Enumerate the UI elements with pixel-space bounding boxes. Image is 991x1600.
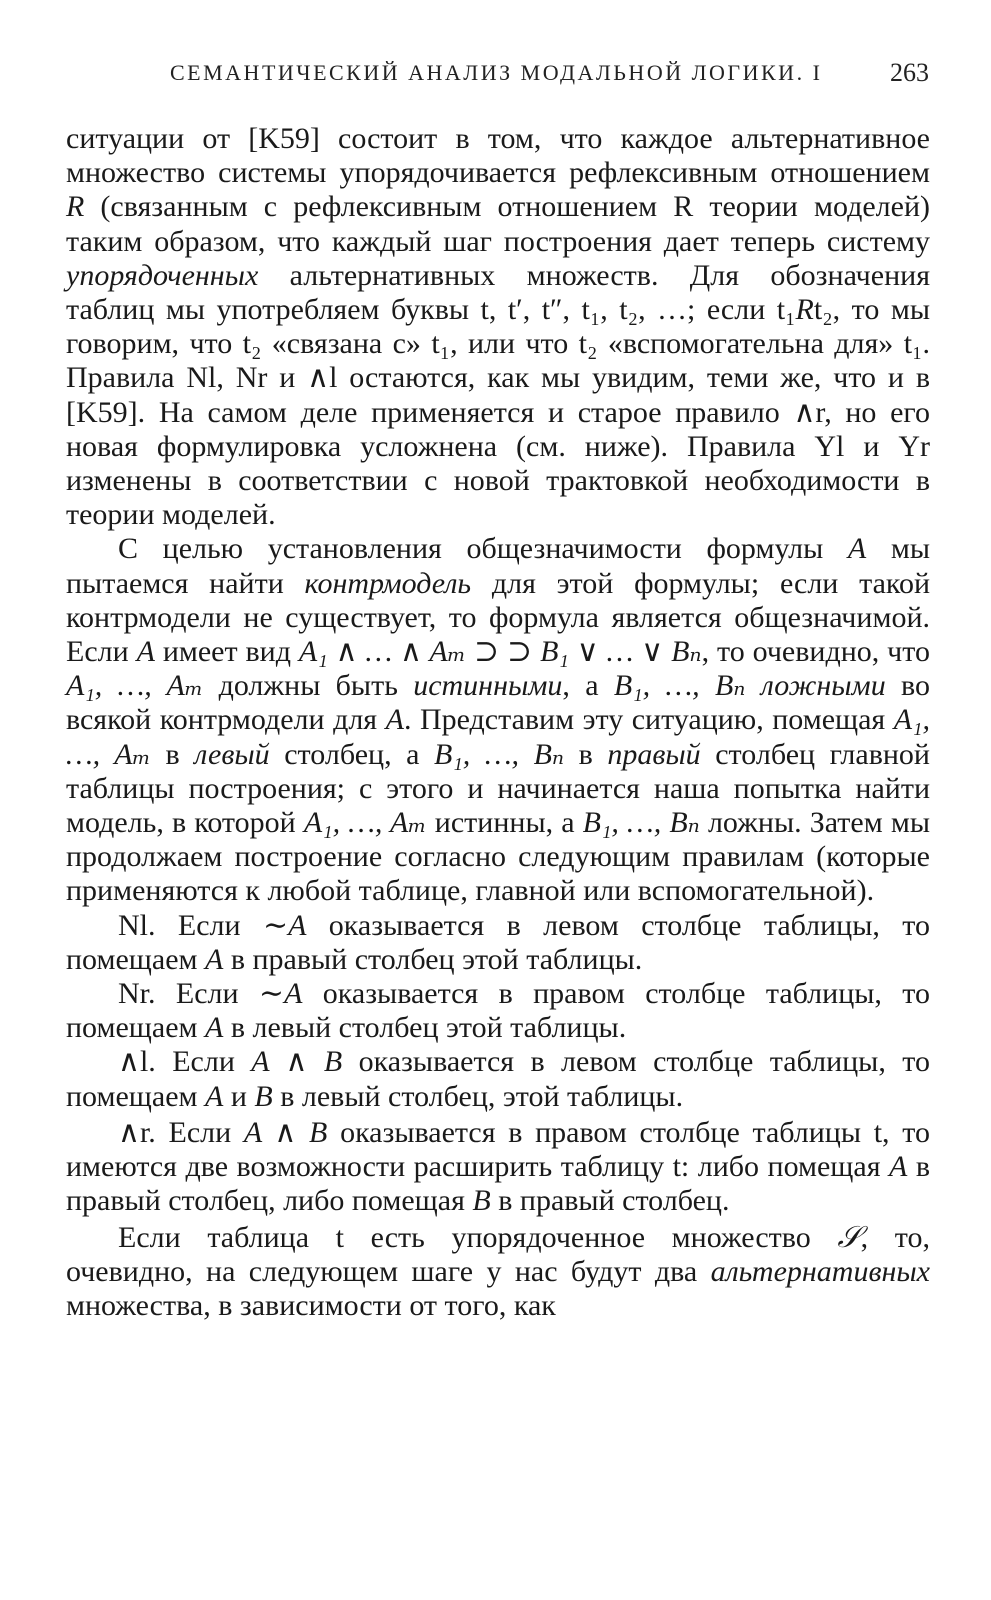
italic-text-run: R [795, 293, 814, 327]
italic-text-run: A [288, 908, 307, 942]
rule-and-r [66, 1116, 930, 1219]
text-run: в правый столбец, либо помещая [66, 1150, 930, 1218]
italic-text-run: левый [194, 737, 270, 771]
italic-text-run: A [205, 1079, 224, 1113]
text-run: имеет вид [154, 635, 299, 669]
text-run: , а [562, 669, 614, 703]
running-title: СЕМАНТИЧЕСКИЙ АНАЛИЗ МОДАЛЬНОЙ ЛОГИКИ. I [170, 60, 823, 85]
text-run: Если таблица t есть упорядоченное множество [118, 1220, 838, 1254]
italic-text-run: A [136, 635, 155, 669]
text-run: , то, очевидно, на следующем шаге у нас будут два [66, 1220, 931, 1288]
running-header [0, 56, 991, 96]
text-run: Nr. Если ∼ [118, 977, 285, 1011]
italic-text-run: упорядоченных [66, 258, 259, 292]
text-run: ∧l. Если [118, 1045, 252, 1079]
italic-text-run: A₁, …, Aₘ [66, 703, 930, 771]
body-text [66, 122, 930, 1323]
italic-text-run: 𝒮 [837, 1220, 861, 1254]
text-run: t₂, то мы говорим, что t₂ «связана с» t₁, или что t₂ «вспомогательна для» t₁. Правила Nl, Nr и ∧l остаются, как мы увидим, теми же, что и в [K59]. На самом деле применяется и старое правило ∧r, но его новая формулировка усложнена (см. ниже). Правила Yl и Yr изменены в соответствии с новой трактовкой необходимости в теории моделей. [66, 293, 930, 532]
italic-text-run: B₁, …, Bₙ [434, 737, 565, 771]
rule-nl [66, 909, 930, 977]
paragraph-continuation [66, 122, 930, 532]
italic-text-run: A₁ ∧ … ∧ Aₘ ⊃ ⊃ B₁ ∨ … ∨ Bₙ [298, 635, 702, 669]
text-run: , то очевидно, что [701, 635, 930, 669]
text-run: . Представим эту ситуацию, помещая [403, 703, 894, 737]
italic-text-run: правый [607, 737, 701, 771]
text-run: столбец, а [269, 737, 435, 771]
text-run: в [564, 737, 608, 771]
italic-text-run: A [205, 1011, 224, 1045]
text-run: столбец главной таблицы построения; с этого и начинается наша попытка найти модель, в которой [66, 737, 930, 840]
rule-nr [66, 977, 930, 1045]
page-number: 263 [890, 58, 929, 87]
italic-text-run: A [284, 977, 303, 1011]
text-run: ∧r. Если [118, 1115, 244, 1149]
paragraph-countermodel [66, 532, 930, 908]
italic-text-run: A ∧ B [251, 1045, 343, 1079]
italic-text-run: A [385, 703, 404, 737]
italic-text-run: R [66, 190, 85, 224]
italic-text-run: B [254, 1079, 273, 1113]
text-run: (связанным с рефлексивным отношением R теории моделей) таким образом, что каждый шаг построения дает теперь систему [66, 190, 930, 258]
italic-text-run: альтернативных [710, 1254, 930, 1288]
text-run: истинны, а [426, 806, 583, 840]
text-run: должны быть [203, 669, 414, 703]
text-run: в левый столбец, этой таблицы. [272, 1079, 684, 1113]
italic-text-run: B₁, …, Bₙ [582, 806, 700, 840]
italic-text-run: A [205, 942, 224, 976]
text-run: в правый столбец этой таблицы. [223, 942, 643, 976]
text-run: для этой формулы; если такой контрмодели не существует, то формула является общезначимой. Если [66, 566, 931, 669]
italic-text-run: A ∧ B [243, 1115, 328, 1149]
text-run: и [223, 1079, 255, 1113]
italic-text-run: B₁, …, Bₙ [613, 669, 746, 703]
text-run: Nl. Если ∼ [118, 908, 289, 942]
text-run: оказывается в правом столбце таблицы, то помещаем [66, 977, 930, 1045]
text-run: С целью установления общезначимости формулы [118, 532, 848, 566]
text-run: во всякой контрмодели для [66, 669, 930, 737]
text-run: в правый столбец. [490, 1184, 730, 1218]
text-run: в [150, 737, 195, 771]
text-run: ситуации от [K59] состоит в том, что каждое альтернативное множество системы упорядочивается рефлексивным отношением [66, 122, 930, 190]
italic-text-run: A [847, 532, 867, 566]
text-run: оказывается в левом столбце таблицы, то помещаем [66, 908, 930, 976]
text-run: мы пытаемся найти [66, 532, 930, 600]
italic-text-run: истинными [413, 669, 563, 703]
text-run [745, 669, 760, 702]
text-run: множества, в зависимости от того, как [66, 1288, 556, 1322]
italic-text-run: A₁, …, Aₘ [303, 806, 427, 840]
rule-and-l [66, 1045, 930, 1113]
italic-text-run: ложными [760, 669, 886, 703]
text-run: в левый столбец этой таблицы. [223, 1011, 627, 1045]
text-run: альтернативных множеств. Для обозначения таблиц мы употребляем буквы t, t′, t″, t₁, t₂, …; если t₁ [66, 258, 930, 327]
paragraph-ordered-set [66, 1221, 930, 1324]
italic-text-run: A₁, …, Aₘ [66, 669, 204, 703]
text-run: оказывается в левом столбце таблицы, то помещаем [66, 1045, 930, 1113]
text-run: ложны. Затем мы продолжаем построение согласно следующим правилам (которые применяются к любой таблице, главной или вспомогательной). [66, 806, 930, 908]
italic-text-run: контрмодель [304, 566, 472, 600]
text-run: оказывается в правом столбце таблицы t, то имеются две возможности расширить таблицу t: либо помещая [66, 1115, 930, 1184]
italic-text-run: A [889, 1150, 908, 1184]
italic-text-run: B [472, 1184, 491, 1218]
